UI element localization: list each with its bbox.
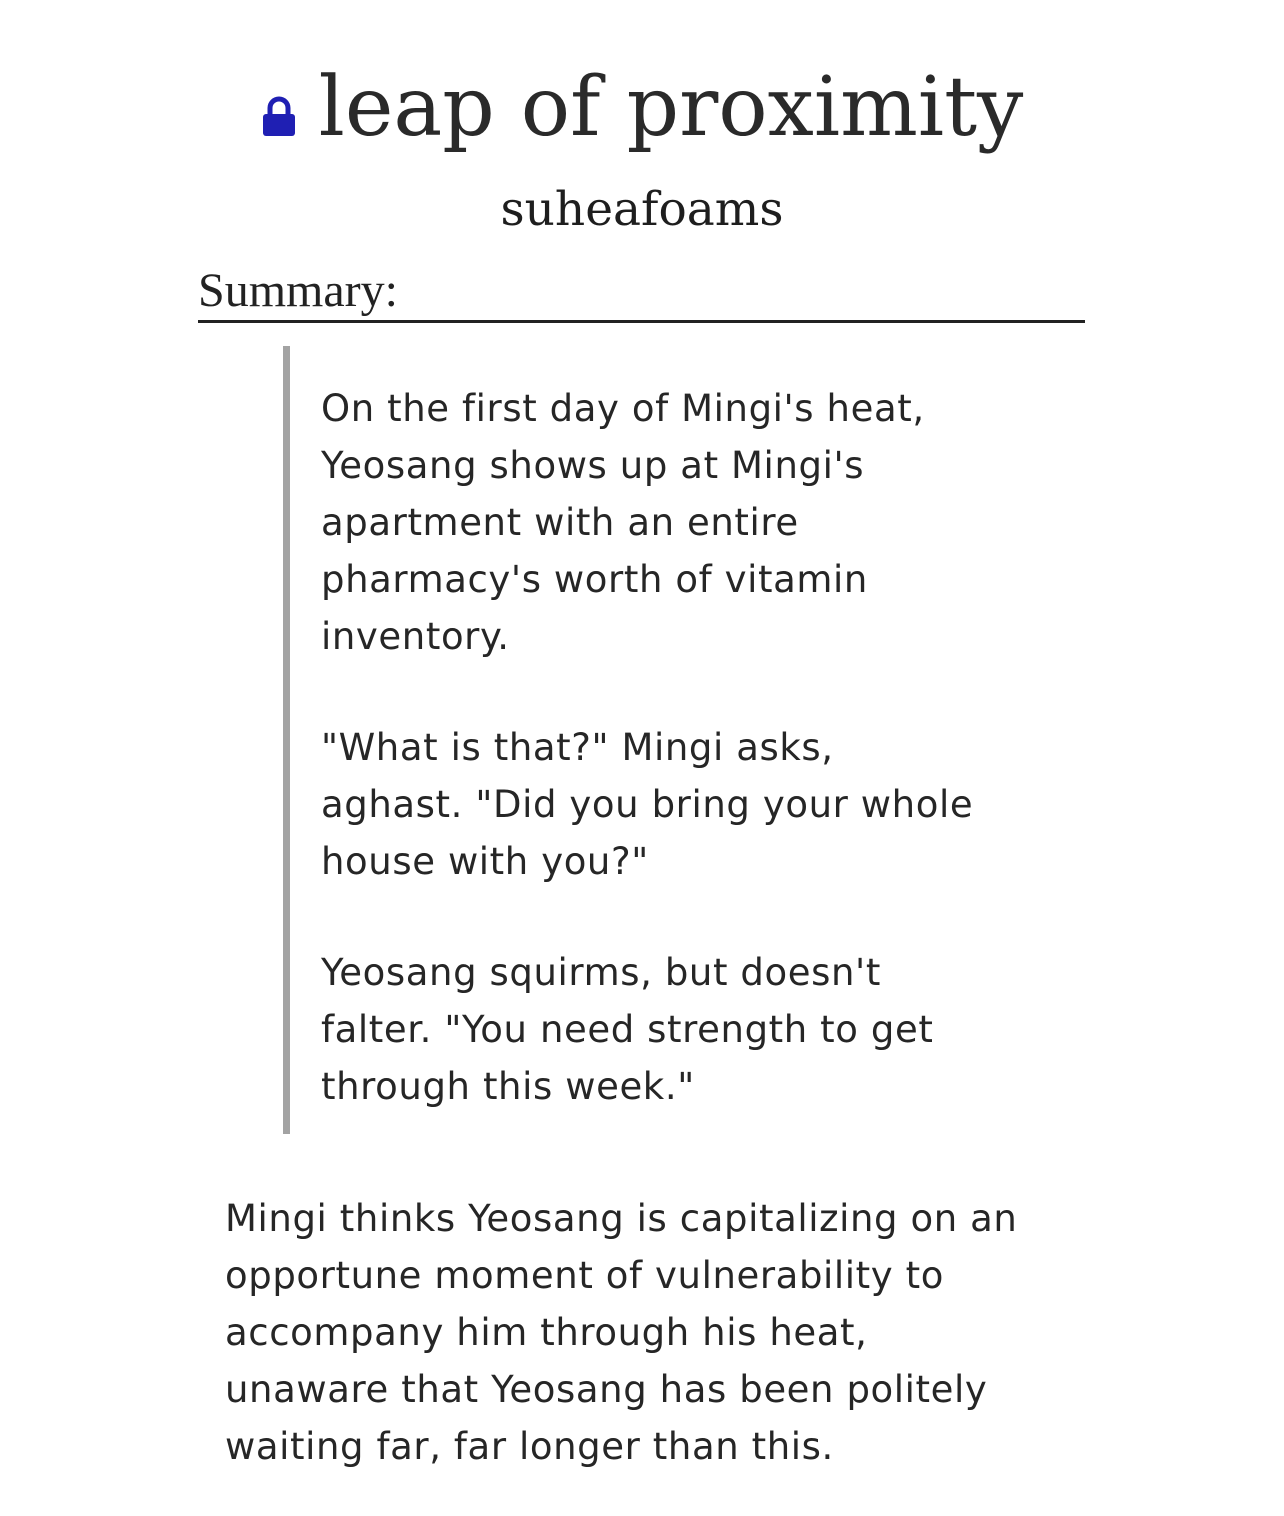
body-line: accompany him through his heat,	[225, 1311, 868, 1354]
quote-line: "What is that?" Mingi asks,	[321, 726, 834, 769]
body-line: waiting far, far longer than this.	[225, 1425, 834, 1468]
quote-line: apartment with an entire	[321, 501, 799, 544]
work-title-row	[0, 58, 1284, 158]
summary-heading: Summary:	[198, 262, 1085, 323]
quote-line: On the first day of Mingi's heat,	[321, 387, 925, 430]
quote-line: through this week."	[321, 1065, 695, 1108]
quote-line: aghast. "Did you bring your whole	[321, 783, 974, 826]
quote-line: Yeosang squirms, but doesn't	[321, 951, 881, 994]
quote-paragraph-2	[321, 719, 1041, 890]
work-title[interactable]: leap of proximity	[318, 60, 1024, 155]
author-name[interactable]: suheafoams	[500, 182, 784, 237]
quote-paragraph-3	[321, 944, 1041, 1115]
quote-line: inventory.	[321, 615, 510, 658]
body-line: Mingi thinks Yeosang is capitalizing on an	[225, 1197, 1018, 1240]
quote-paragraph-1	[321, 380, 1041, 665]
body-line: unaware that Yeosang has been politely	[225, 1368, 988, 1411]
summary-body-text	[225, 1190, 1085, 1475]
quote-line: Yeosang shows up at Mingi's	[321, 444, 865, 487]
summary-blockquote	[283, 346, 1050, 1134]
quote-line: pharmacy's worth of vitamin	[321, 558, 868, 601]
quote-line: house with you?"	[321, 840, 649, 883]
lock-icon	[261, 95, 297, 137]
summary-quote-text	[321, 380, 1041, 1115]
body-line: opportune moment of vulnerability to	[225, 1254, 944, 1297]
quote-line: falter. "You need strength to get	[321, 1008, 934, 1051]
